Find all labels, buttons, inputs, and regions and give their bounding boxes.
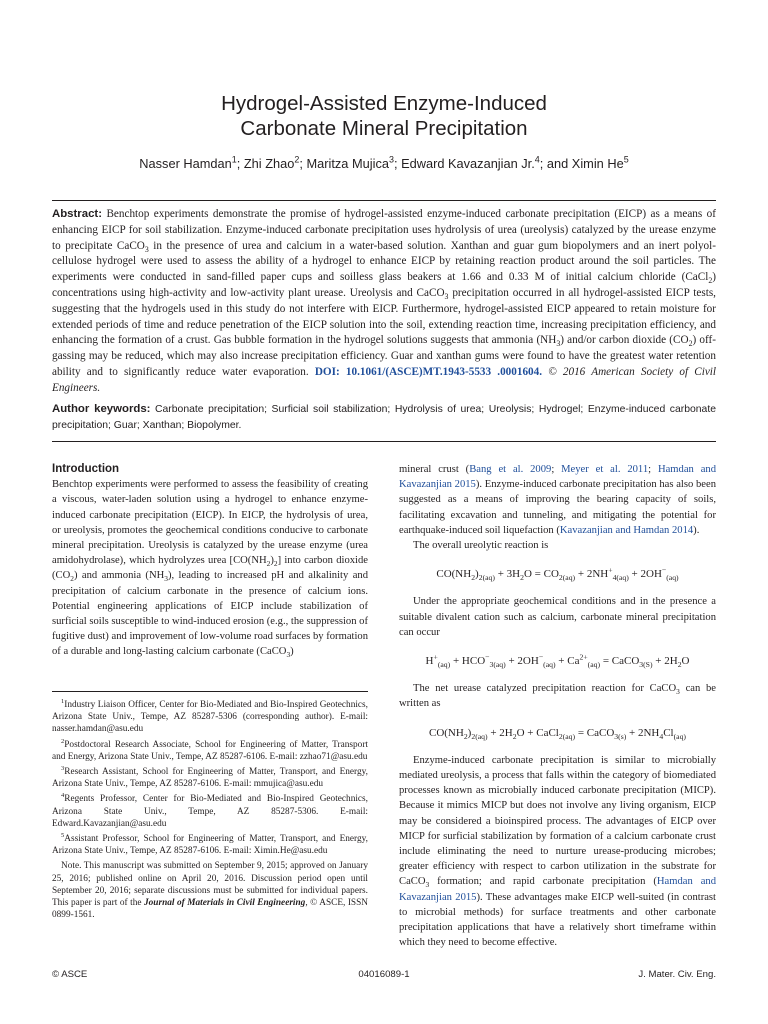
footnote-mark: 3 — [61, 764, 65, 772]
author-name: ; Maritza Mujica — [299, 156, 389, 171]
subscript: 2 — [266, 559, 271, 569]
footnote-rule — [52, 691, 368, 692]
citation-link[interactable]: Hamdan and Kavazanjian 2015 — [399, 464, 717, 491]
text: The net urease catalyzed precipitation reaction for CaCO — [413, 683, 677, 695]
author-name: ; Edward Kavazanjian Jr. — [393, 156, 535, 171]
author-name: ; and Ximin He — [539, 156, 624, 171]
paragraph — [399, 753, 716, 951]
text: formation; and rapid carbonate precipitation ( — [429, 876, 657, 888]
paragraph: The overall ureolytic reaction is — [413, 540, 549, 552]
text: ; — [551, 464, 562, 475]
paragraph — [399, 462, 716, 538]
author-affil-mark: 3 — [388, 154, 394, 165]
subscript: 3 — [425, 880, 430, 890]
text: Enzyme-induced carbonate precipitation is similar to microbially mediated ureolysis, a process that falls within the category of biomediated processes known as microbially induced carbonate precipitation (MICP). Because it mimics MICP but does not involve any living organism, EICP may be considered a bioinspired process. The advantages of EICP over MICP for surficial stabilization by formation of a calcium carbonate crust include eliminating the need to nurture urease-producing microbes; greater efficiency with respect to carbon utilization in the substrate for CaCO — [399, 754, 716, 888]
manuscript-note — [52, 860, 368, 921]
doi-link[interactable]: 10.1061/(ASCE)MT.1943-5533 .0001604. — [339, 365, 543, 378]
title-line-1: Hydrogel-Assisted Enzyme-Induced — [221, 92, 547, 115]
author-affil-mark: 1 — [231, 154, 237, 165]
subscript: 3 — [556, 339, 561, 349]
equation-2: $H^+_{(aq)} + HCO^-_{3(aq)} + 2OH^-_{(aq)} + Ca^{2+}_{(aq)}$ = CaCO$_{3(S)}$ + $2H_2O$ — [425, 652, 690, 670]
citation-link[interactable]: Bang et al. 2009 — [469, 464, 552, 475]
author-affil-mark: 4 — [534, 154, 540, 165]
paper-title — [0, 91, 768, 141]
footer-journal: J. Mater. Civ. Eng. — [638, 969, 716, 980]
author-list — [0, 156, 768, 171]
text: ) — [270, 555, 274, 567]
footnotes — [52, 699, 368, 924]
author-affil-mark: 5 — [623, 154, 629, 165]
footnote-mark: 2 — [61, 737, 65, 745]
equation-1: $CO(NH_2)_{2(aq)} + 3H_2O = CO_{2(aq)} + 2NH^+_{4(aq)} + 2OH^-_{(aq)}$ — [436, 565, 679, 583]
keywords-label: Author keywords: — [52, 403, 151, 415]
left-column — [52, 462, 368, 660]
abstract-label: Abstract: — [52, 208, 103, 220]
citation-link[interactable]: Hamdan and Kavazanjian 2015 — [399, 876, 716, 903]
copyright-line: © 2016 American Society of Civil Engineers. — [52, 365, 716, 394]
abstract-top-rule — [52, 200, 716, 201]
footnote-text: Industry Liaison Officer, Center for Bio-Mediated and Bio-Inspired Geotechnics, Arizona State Univ., Tempe, AZ 85287-5306 (corresponding author). E-mail: nasser.hamdan@asu.edu — [52, 700, 368, 735]
abstract-text: ) off-gassing may be reduced, which may also increase precipitation efficiency. Guar and xanthan gums were found to have the greatest water retention ability and to significantly reduce water evaporation. — [52, 334, 716, 378]
text: ). — [693, 524, 700, 536]
right-column — [399, 462, 716, 950]
subscript: 3 — [144, 244, 149, 254]
keywords-bottom-rule — [52, 441, 716, 442]
footnote-mark: 5 — [61, 831, 65, 839]
keywords-text: Carbonate precipitation; Surficial soil stabilization; Hydrolysis of urea; Ureolysis; Hydrogel; Enzyme-induced carbonate precipitation; Guar; Xanthan; Biopolymer. — [52, 404, 716, 431]
abstract — [52, 207, 716, 397]
abstract-text: Benchtop experiments demonstrate the promise of hydrogel-assisted enzyme-induced carbonate precipitation (EICP) as a means of enhancing EICP for soil stabilization. Enzyme-induced carbonate precipitation uses hydrolysis of urea (ureolysis) catalyzed by the urease enzyme to precipitate CaCO — [52, 208, 716, 252]
footnote — [52, 833, 368, 857]
equation-3: $CO(NH_2)_{2(aq)} + 2H_2O$ + CaCl$_{2(aq)}$ = CaCO$_{3(s)}$ + $2NH_4Cl_{(aq)}$ — [428, 726, 686, 741]
subscript: 2 — [708, 276, 713, 286]
footnote-mark: 1 — [61, 697, 65, 705]
citation-link[interactable]: Kavazanjian and Hamdan 2014 — [559, 524, 694, 536]
text: mineral crust ( — [399, 464, 470, 475]
footnote-text: Research Assistant, School for Engineering of Matter, Transport, and Energy, Arizona State Univ., Tempe, AZ 85287-6106. E-mail: mmujica@asu.edu — [52, 767, 368, 790]
author-name: Nasser Hamdan — [139, 156, 232, 171]
abstract-text: ) concentrations using high-activity and low-activity plant urease. Ureolysis and CaCO — [52, 271, 716, 299]
text: ] into carbon dioxide (CO — [52, 555, 368, 582]
abstract-text: in the presence of urea and calcium in a water-based solution. Xanthan and guar gum biopolymers and an inert polyol-cellulose hydrogel were used to assess the ability of a hydrogel to enhance EICP by retaining reaction product around the soil particles. The experiments were conducted in sand-filled paper cups and soilless glass beakers at 1.66 and 0.33 M of initial calcium chloride (CaCl — [52, 239, 716, 284]
paragraph: Under the appropriate geochemical conditions and in the presence a suitable divalent cation such as calcium, carbonate mineral precipitation can occur — [399, 596, 716, 638]
author-affil-mark: 2 — [294, 154, 300, 165]
footnote — [52, 793, 368, 830]
note-text: Note. This manuscript was submitted on September 9, 2015; approved on January 25, 2016; published online on April 20, 2016. Discussion period open until September 20, 2016; separate discussions must be submitted for individual papers. This paper is part of the — [52, 861, 368, 909]
footnote-text: Regents Professor, Center for Bio-Mediated and Bio-Inspired Geotechnics, Arizona State Univ., Tempe, AZ 85287-5306. E-mail: Edward.Kavazanjian@asu.edu — [52, 794, 368, 829]
text: ), leading to increased pH and alkalinity and precipitation of calcium carbonate in the presence of calcium ions. Potential engineering applications of EICP include stabilization of surficial soils susceptible to wind-induced erosion (e.g., the suppression of fugitive dust) and improvement of low-volume road surfaces by formation of a durable and long-lasting calcium carbonate (CaCO — [52, 570, 368, 658]
footer-article-number: 04016089-1 — [358, 969, 410, 980]
abstract-text: ) and/or carbon dioxide (CO — [560, 334, 689, 347]
author-keywords — [52, 402, 716, 434]
subscript: 3 — [676, 687, 680, 697]
subscript: 3 — [286, 650, 291, 660]
text: ; — [648, 464, 658, 475]
title-line-2: Carbonate Mineral Precipitation — [240, 117, 528, 140]
text: ) and ammonia (NH — [73, 570, 165, 582]
text: can be written as — [399, 683, 717, 710]
subscript: 2 — [273, 559, 278, 569]
paragraph — [399, 681, 716, 711]
journal-name: Journal of Materials in Civil Engineering — [144, 898, 306, 909]
subscript: 3 — [444, 292, 449, 302]
footnote — [52, 739, 368, 763]
footnote — [52, 766, 368, 790]
footnote-text: Postdoctoral Research Associate, School for Engineering of Matter, Transport and Energy, Arizona State Univ., Tempe, AZ 85287-6106. E-mail: zzhao71@asu.edu — [52, 739, 368, 762]
issn-text: , © ASCE, ISSN 0899-1561. — [52, 898, 368, 921]
footnote-mark: 4 — [61, 792, 65, 800]
text: Benchtop experiments were performed to assess the feasibility of creating a viscous, water-laden solution using a hydrogel to enhance enzyme-induced carbonate precipitation (EICP). In EICP, the hydrolysis of urea, or ureolysis, promotes the geochemical conditions conducive to carbonate mineral precipitation. Ureolysis is catalyzed by the urease enzyme (urea amidohydrolase), which hydrolyzes urea [CO(NH — [52, 479, 368, 567]
subscript: 2 — [70, 574, 74, 584]
footer-publisher: © ASCE — [52, 969, 88, 980]
subscript: 2 — [688, 339, 693, 349]
text: ). These advantages make EICP well-suited (in contrast to microbial methods) for surface treatments and other carbonate precipitation applications that have a relatively short timeframe within which they need to become effective. — [399, 891, 716, 949]
intro-paragraph — [52, 477, 368, 659]
footnote — [52, 699, 368, 736]
footnote-text: Assistant Professor, School for Engineering of Matter, Transport, and Energy, Arizona State Univ., Tempe, AZ 85287-6106. E-mail: Ximin.He@asu.edu — [52, 834, 368, 857]
section-heading-introduction: Introduction — [52, 463, 120, 475]
citation-link[interactable]: Meyer et al. 2011 — [561, 464, 649, 475]
subscript: 3 — [164, 574, 168, 584]
text: ). Enzyme-induced carbonate precipitation has also been suggested as a means of improving the bearing capacity of soils, facilitating excavation and tunneling, and mitigating the potential for earthquake-induced soil liquefaction ( — [399, 479, 716, 536]
doi-label: DOI: — [314, 365, 340, 378]
text: ) — [290, 646, 294, 658]
abstract-text: precipitation occurred in all hydrogel-assisted EICP tests, suggesting that the hydrogels used in this study do not interfere with EICP. Furthermore, hydrogel-assisted EICP appeared to retain moisture for extended periods of time and reduce penetration of the EICP solution into the soil, extending reaction time, increasing precipitation efficiency, and enhancing the formation of a crust. Gas bubble formation in the hydrogel solutions suggests that ammonia (NH — [52, 286, 716, 347]
author-name: ; Zhi Zhao — [236, 156, 295, 171]
